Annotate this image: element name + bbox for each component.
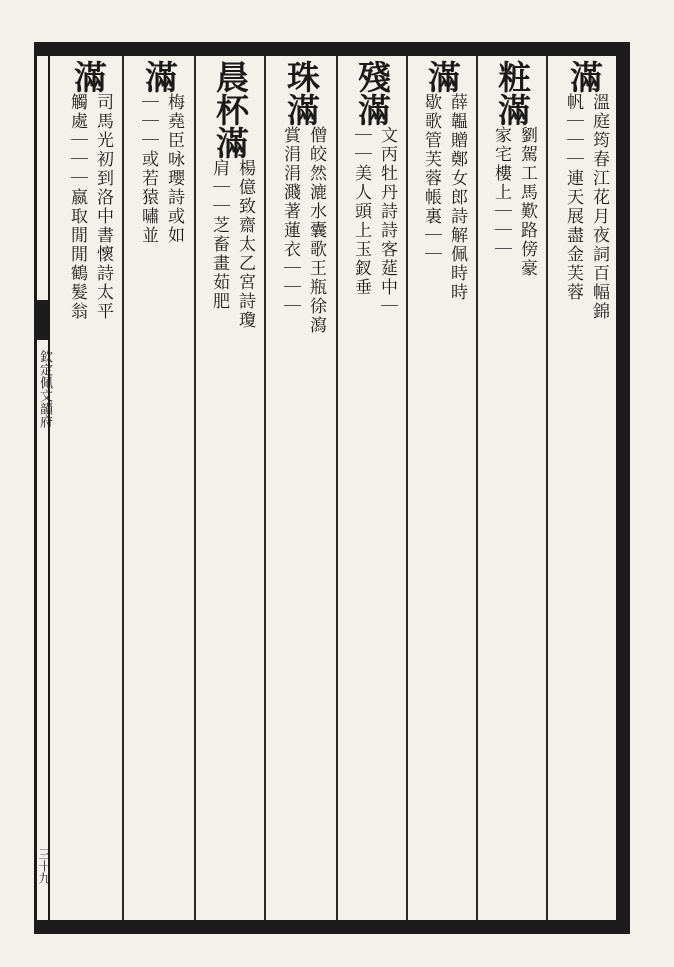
text-column-4 — [344, 60, 400, 918]
text-column-2 — [484, 60, 540, 918]
entry — [484, 60, 540, 918]
annotation: 僧皎然漉水囊歌王瓶徐瀉 賞涓涓濺著蓮衣｜｜｜ — [280, 126, 326, 335]
column-rule — [264, 56, 266, 920]
entry — [60, 60, 116, 918]
margin-page-number: 三十九 — [37, 848, 51, 884]
entry — [202, 60, 258, 918]
annotation: 溫庭筠春江花月夜詞百幅錦 帆｜｜｜連天展盡金芙蓉 — [563, 93, 609, 321]
text-column-8 — [60, 60, 116, 918]
annotation: 薛韞贈鄭女郎詩解佩時時 歇歌管芙蓉帳裏｜｜ — [421, 93, 467, 302]
annotation: 梅堯臣咏瓔詩或如 ｜｜｜或若猿嘯並 — [138, 93, 184, 245]
headword: 滿 — [565, 60, 604, 93]
headword: 殘滿 — [353, 60, 392, 126]
entry — [273, 60, 329, 918]
frame-bottom-border — [34, 920, 630, 934]
annotation: 楊億致齋太乙宮詩瓊 肩｜｜芝畜畫茹肥 — [209, 159, 255, 330]
entry — [344, 60, 400, 918]
margin-book-title: 欽定佩文韻府 — [37, 350, 52, 428]
text-column-6 — [202, 60, 258, 918]
headword: 珠滿 — [282, 60, 321, 126]
frame-margin-rule — [48, 56, 50, 920]
column-rule — [546, 56, 548, 920]
entry — [556, 60, 612, 918]
headword: 滿 — [140, 60, 179, 93]
annotation: 司馬光初到洛中書懷詩太平 觸處｜｜｜嬴取閒閒鶴髮翁 — [67, 93, 113, 321]
annotation: 文丙牡丹詩詩客莚中｜ ｜｜美人頭上玉釵垂 — [351, 126, 397, 316]
column-rule — [336, 56, 338, 920]
text-column-7 — [131, 60, 187, 918]
column-rule — [476, 56, 478, 920]
column-rule — [406, 56, 408, 920]
headword: 滿 — [423, 60, 462, 93]
text-column-1 — [556, 60, 612, 918]
frame-top-border — [34, 42, 630, 56]
headword: 粧滿 — [493, 60, 532, 126]
frame-right-border — [616, 42, 630, 934]
fishtail-mark — [34, 300, 50, 340]
headword: 滿 — [69, 60, 108, 93]
text-column-3 — [414, 60, 470, 918]
column-rule — [122, 56, 124, 920]
entry — [131, 60, 187, 918]
headword: 晨杯滿 — [211, 60, 250, 159]
entry — [414, 60, 470, 918]
text-column-5 — [273, 60, 329, 918]
annotation: 劉駕工馬歎路傍豪 家宅樓上｜｜｜ — [491, 126, 537, 278]
frame-left-border — [34, 56, 37, 920]
column-rule — [194, 56, 196, 920]
